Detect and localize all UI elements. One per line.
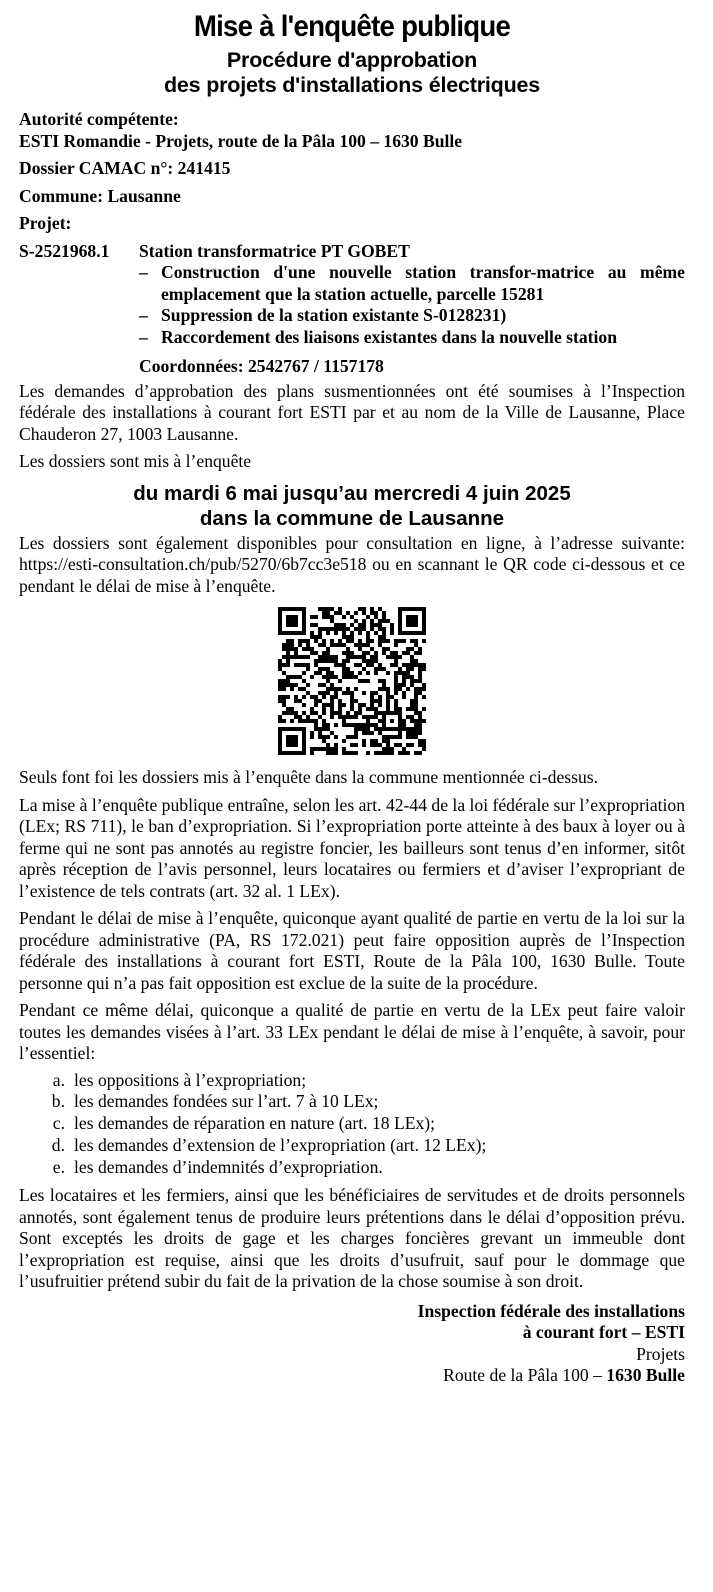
- commune: Commune: Lausanne: [19, 185, 181, 206]
- dossier-number: Dossier CAMAC n°: 241415: [19, 158, 231, 178]
- list-item: [19, 1135, 685, 1157]
- page-subtitle: [19, 48, 685, 98]
- list-item-text: les demandes d’indemnités d’expropriation.: [74, 1156, 383, 1177]
- enquete-intro: Les dossiers sont mis à l’enquête: [19, 451, 252, 471]
- signature-line-2: à courant fort – ESTI: [522, 1322, 685, 1343]
- signature-block: [19, 1301, 685, 1387]
- list-item: [19, 1070, 685, 1092]
- list-item-text: les oppositions à l’expropriation;: [74, 1069, 307, 1090]
- dates-line-1: du mardi 6 mai jusqu’au mercredi 4 juin 2025: [133, 481, 571, 505]
- signature-address-street: Route de la Pâla 100 –: [443, 1365, 607, 1386]
- signature-address-city: 1630 Bulle: [606, 1365, 685, 1386]
- list-item-label: c.: [52, 1113, 65, 1134]
- project-item: [139, 305, 685, 327]
- signature-line-1: Inspection fédérale des installations: [417, 1300, 685, 1321]
- demands-list: [19, 1070, 685, 1179]
- dash-bullet: –: [139, 262, 148, 282]
- list-item-text: les demandes de réparation en nature (art. 18 LEx);: [74, 1113, 436, 1134]
- project-item: [139, 262, 685, 305]
- list-item: [19, 1113, 685, 1135]
- project-code: S-2521968.1: [19, 240, 110, 261]
- authority-block: [19, 109, 685, 152]
- foi-paragraph: Seuls font foi les dossiers mis à l’enquête dans la commune mentionnée ci-dessus.: [19, 767, 599, 787]
- subtitle-line-2: des projets d'installations électriques: [163, 73, 541, 97]
- enquete-dates: [19, 481, 685, 531]
- list-item: [19, 1091, 685, 1113]
- list-item-label: d.: [51, 1134, 65, 1155]
- page-title: Mise à l'enquête publique: [193, 10, 511, 43]
- list-item-text: les demandes fondées sur l’art. 7 à 10 LEx;: [74, 1091, 379, 1112]
- authority-label: Autorité compétente:: [19, 109, 179, 129]
- authority-value: ESTI Romandie - Projets, route de la Pâla 100 – 1630 Bulle: [19, 130, 463, 151]
- project-name: Station transformatrice PT GOBET: [139, 240, 410, 261]
- signature-line-3: Projets: [636, 1343, 685, 1364]
- list-item: [19, 1157, 685, 1179]
- qr-code-icon[interactable]: [278, 607, 426, 755]
- dash-bullet: –: [139, 326, 148, 347]
- signature-address: [19, 1365, 685, 1387]
- project-item-text: Construction d'une nouvelle station transfor-matrice au même emplacement que la station actuelle, parcelle 15281: [161, 262, 685, 304]
- project-block: [19, 241, 685, 378]
- submission-paragraph: Les demandes d’approbation des plans susmentionnées ont été soumises à l’Inspection fédérale des installations à courant fort ESTI par et au nom de la Ville de Lausanne, Place Chauderon 27, 1003 Lausanne.: [19, 380, 685, 444]
- opposition-paragraph: Pendant le délai de mise à l’enquête, quiconque ayant qualité de partie en vertu de la loi sur la procédure administrative (PA, RS 172.021) peut faire opposition auprès de l’Inspection fédérale des installations à courant fort ESTI, Route de la Pâla 100, 1630 Bulle. Toute personne qui n’a pas fait opposition est exclue de la suite de la procédure.: [19, 908, 685, 993]
- project-coordinates: Coordonnées: 2542767 / 1157178: [139, 356, 384, 376]
- subtitle-line-1: Procédure d'approbation: [226, 48, 478, 72]
- dash-bullet: –: [139, 305, 148, 325]
- list-item-text: les demandes d’extension de l’expropriation (art. 12 LEx);: [74, 1134, 487, 1155]
- same-delay-paragraph: Pendant ce même délai, quiconque a qualité de partie en vertu de la LEx peut faire valoir toutes les demandes visées à l’art. 33 LEx pendant le délai de mise à l’enquête, à savoir, pour l’essentiel:: [19, 1000, 685, 1063]
- project-item: [139, 327, 685, 349]
- project-item-text: Raccordement des liaisons existantes dans la nouvelle station: [161, 326, 617, 347]
- online-paragraph: Les dossiers sont également disponibles pour consultation en ligne, à l’adresse suivante: https://esti-consultation.ch/pub/5270/6b7cc3e518 ou en scannant le QR code ci-dessous et ce pendant le délai de mise à l’enquête.: [19, 532, 685, 596]
- project-item-text: Suppression de la station existante S-0128231): [161, 305, 507, 325]
- project-details: [139, 241, 685, 378]
- qr-code-container: [19, 607, 685, 755]
- project-label: Projet:: [19, 213, 72, 233]
- lex-paragraph: La mise à l’enquête publique entraîne, selon les art. 42-44 de la loi fédérale sur l’expropriation (LEx; RS 711), le ban d’expropriation. Si l’expropriation porte atteinte à des baux à loyer ou à ferme qui ne sont pas annotés au registre foncier, les bailleurs sont tenus d’en informer, sitôt après réception de l’avis personnel, leurs locataires ou fermiers et d’aviser l’expropriant de l’existence de tels contrats (art. 32 al. 1 LEx).: [19, 794, 685, 901]
- list-item-label: a.: [52, 1069, 65, 1090]
- locataires-paragraph: Les locataires et les fermiers, ainsi que les bénéficiaires de servitudes et de droits personnels annotés, sont également tenus de produire leurs prétentions dans le délai d’opposition prévu. Sont exceptés les droits de gage et les charges foncières grevant un immeuble dont l’expropriation est requise, ainsi que les droits d’usufruit, sauf pour le dommage que l’usufruitier prétend subir du fait de la privation de la chose soumise à son droit.: [19, 1185, 685, 1292]
- list-item-label: b.: [51, 1091, 65, 1112]
- list-item-label: e.: [52, 1156, 65, 1177]
- dates-line-2: dans la commune de Lausanne: [199, 506, 505, 530]
